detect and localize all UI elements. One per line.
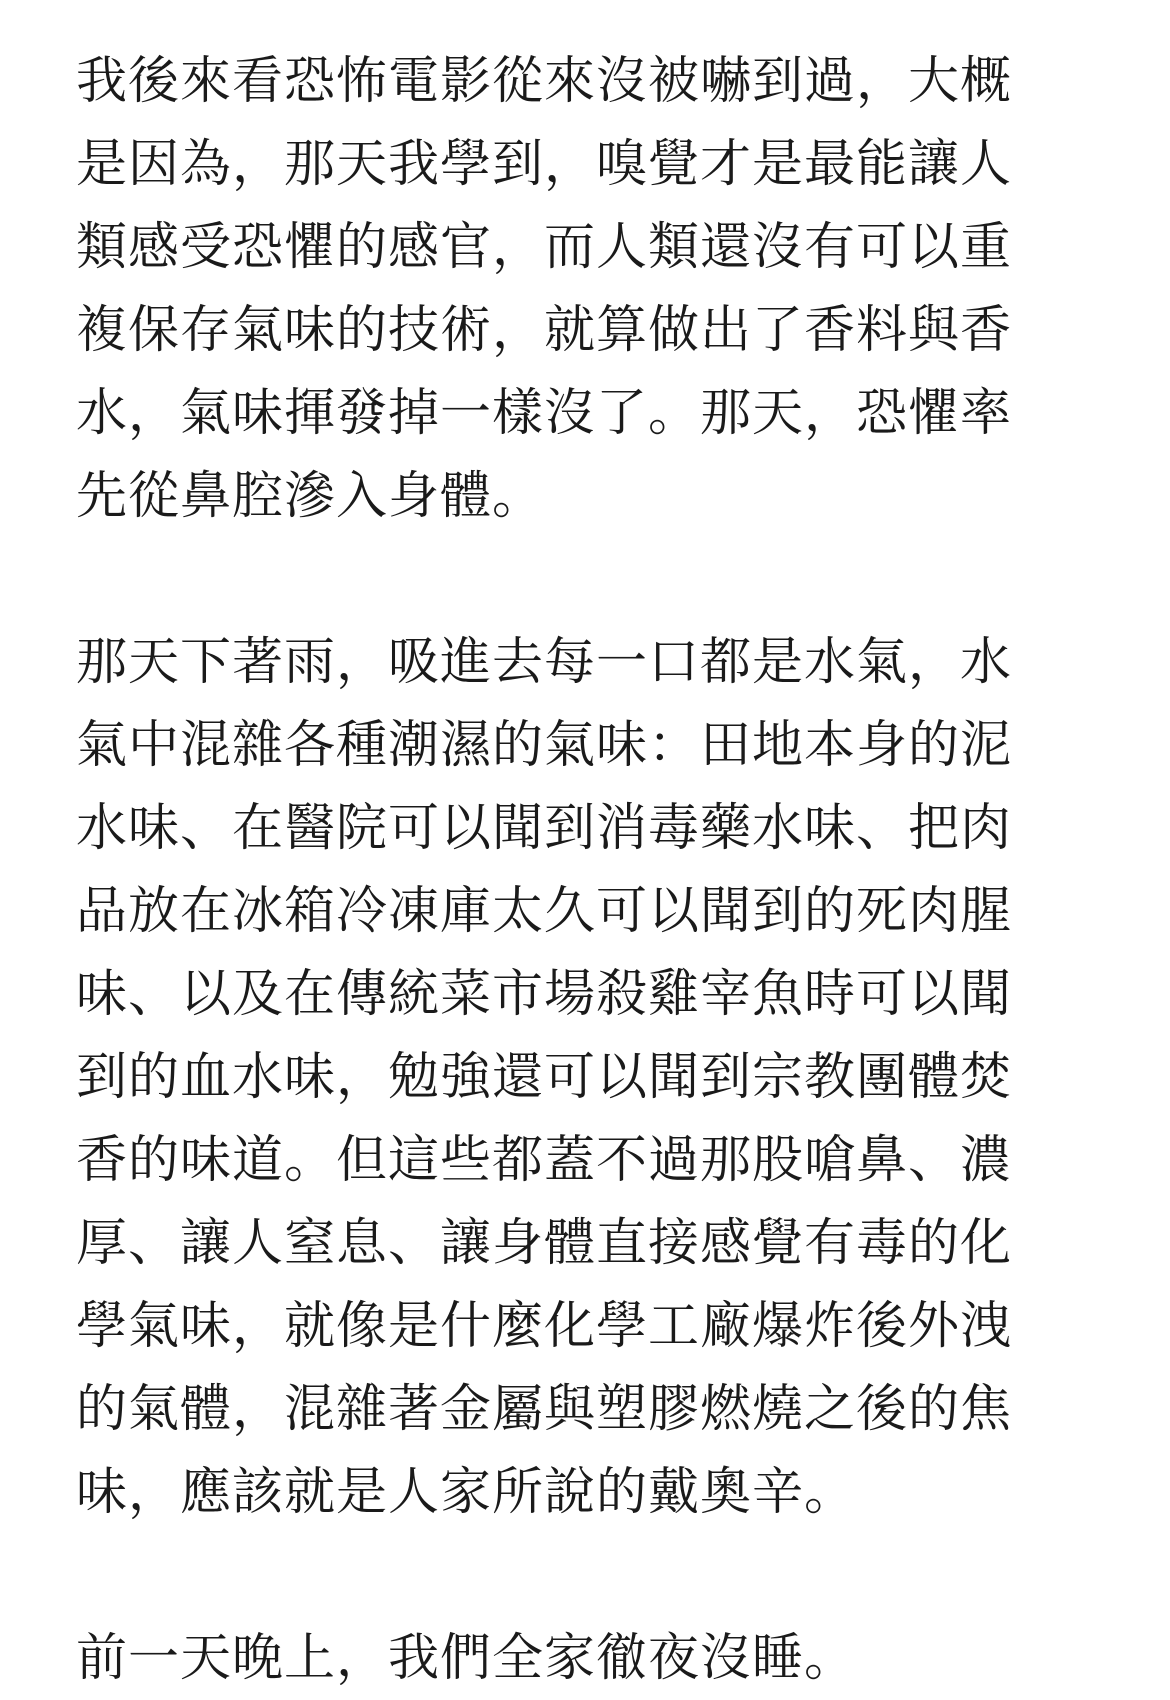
text-line: 那天下著雨，吸進去每一口都是水氣，水	[76, 633, 1013, 692]
paragraph	[76, 1617, 1106, 1700]
text-line: 香的味道。但這些都蓋不過那股嗆鼻、濃	[76, 1131, 1013, 1190]
text-line: 前一天晚上，我們全家徹夜沒睡。	[76, 1629, 857, 1688]
text-line: 厚、讓人窒息、讓身體直接感覺有毒的化	[76, 1214, 1013, 1273]
text-line: 味、以及在傳統菜市場殺雞宰魚時可以聞	[76, 965, 1013, 1024]
text-line: 水味、在醫院可以聞到消毒藥水味、把肉	[76, 799, 1013, 858]
article-body	[76, 40, 1106, 1700]
paragraph-spacer	[76, 538, 1106, 621]
text-line: 的氣體，混雜著金屬與塑膠燃燒之後的焦	[76, 1380, 1013, 1439]
text-line: 氣中混雜各種潮濕的氣味：田地本身的泥	[76, 716, 1013, 775]
text-line: 味，應該就是人家所說的戴奧辛。	[76, 1463, 857, 1522]
text-line: 複保存氣味的技術，就算做出了香料與香	[76, 301, 1013, 360]
text-line: 先從鼻腔滲入身體。	[76, 467, 545, 526]
text-line: 我後來看恐怖電影從來沒被嚇到過，大概	[76, 52, 1013, 111]
text-line: 學氣味，就像是什麼化學工廠爆炸後外洩	[76, 1297, 1013, 1356]
paragraph	[76, 621, 1106, 1534]
text-line: 到的血水味，勉強還可以聞到宗教團體焚	[76, 1048, 1013, 1107]
text-line: 水，氣味揮發掉一樣沒了。那天，恐懼率	[76, 384, 1013, 443]
paragraph-spacer	[76, 1534, 1106, 1617]
text-line: 類感受恐懼的感官，而人類還沒有可以重	[76, 218, 1013, 277]
text-line: 品放在冰箱冷凍庫太久可以聞到的死肉腥	[76, 882, 1013, 941]
paragraph	[76, 40, 1106, 538]
text-line: 是因為，那天我學到，嗅覺才是最能讓人	[76, 135, 1013, 194]
